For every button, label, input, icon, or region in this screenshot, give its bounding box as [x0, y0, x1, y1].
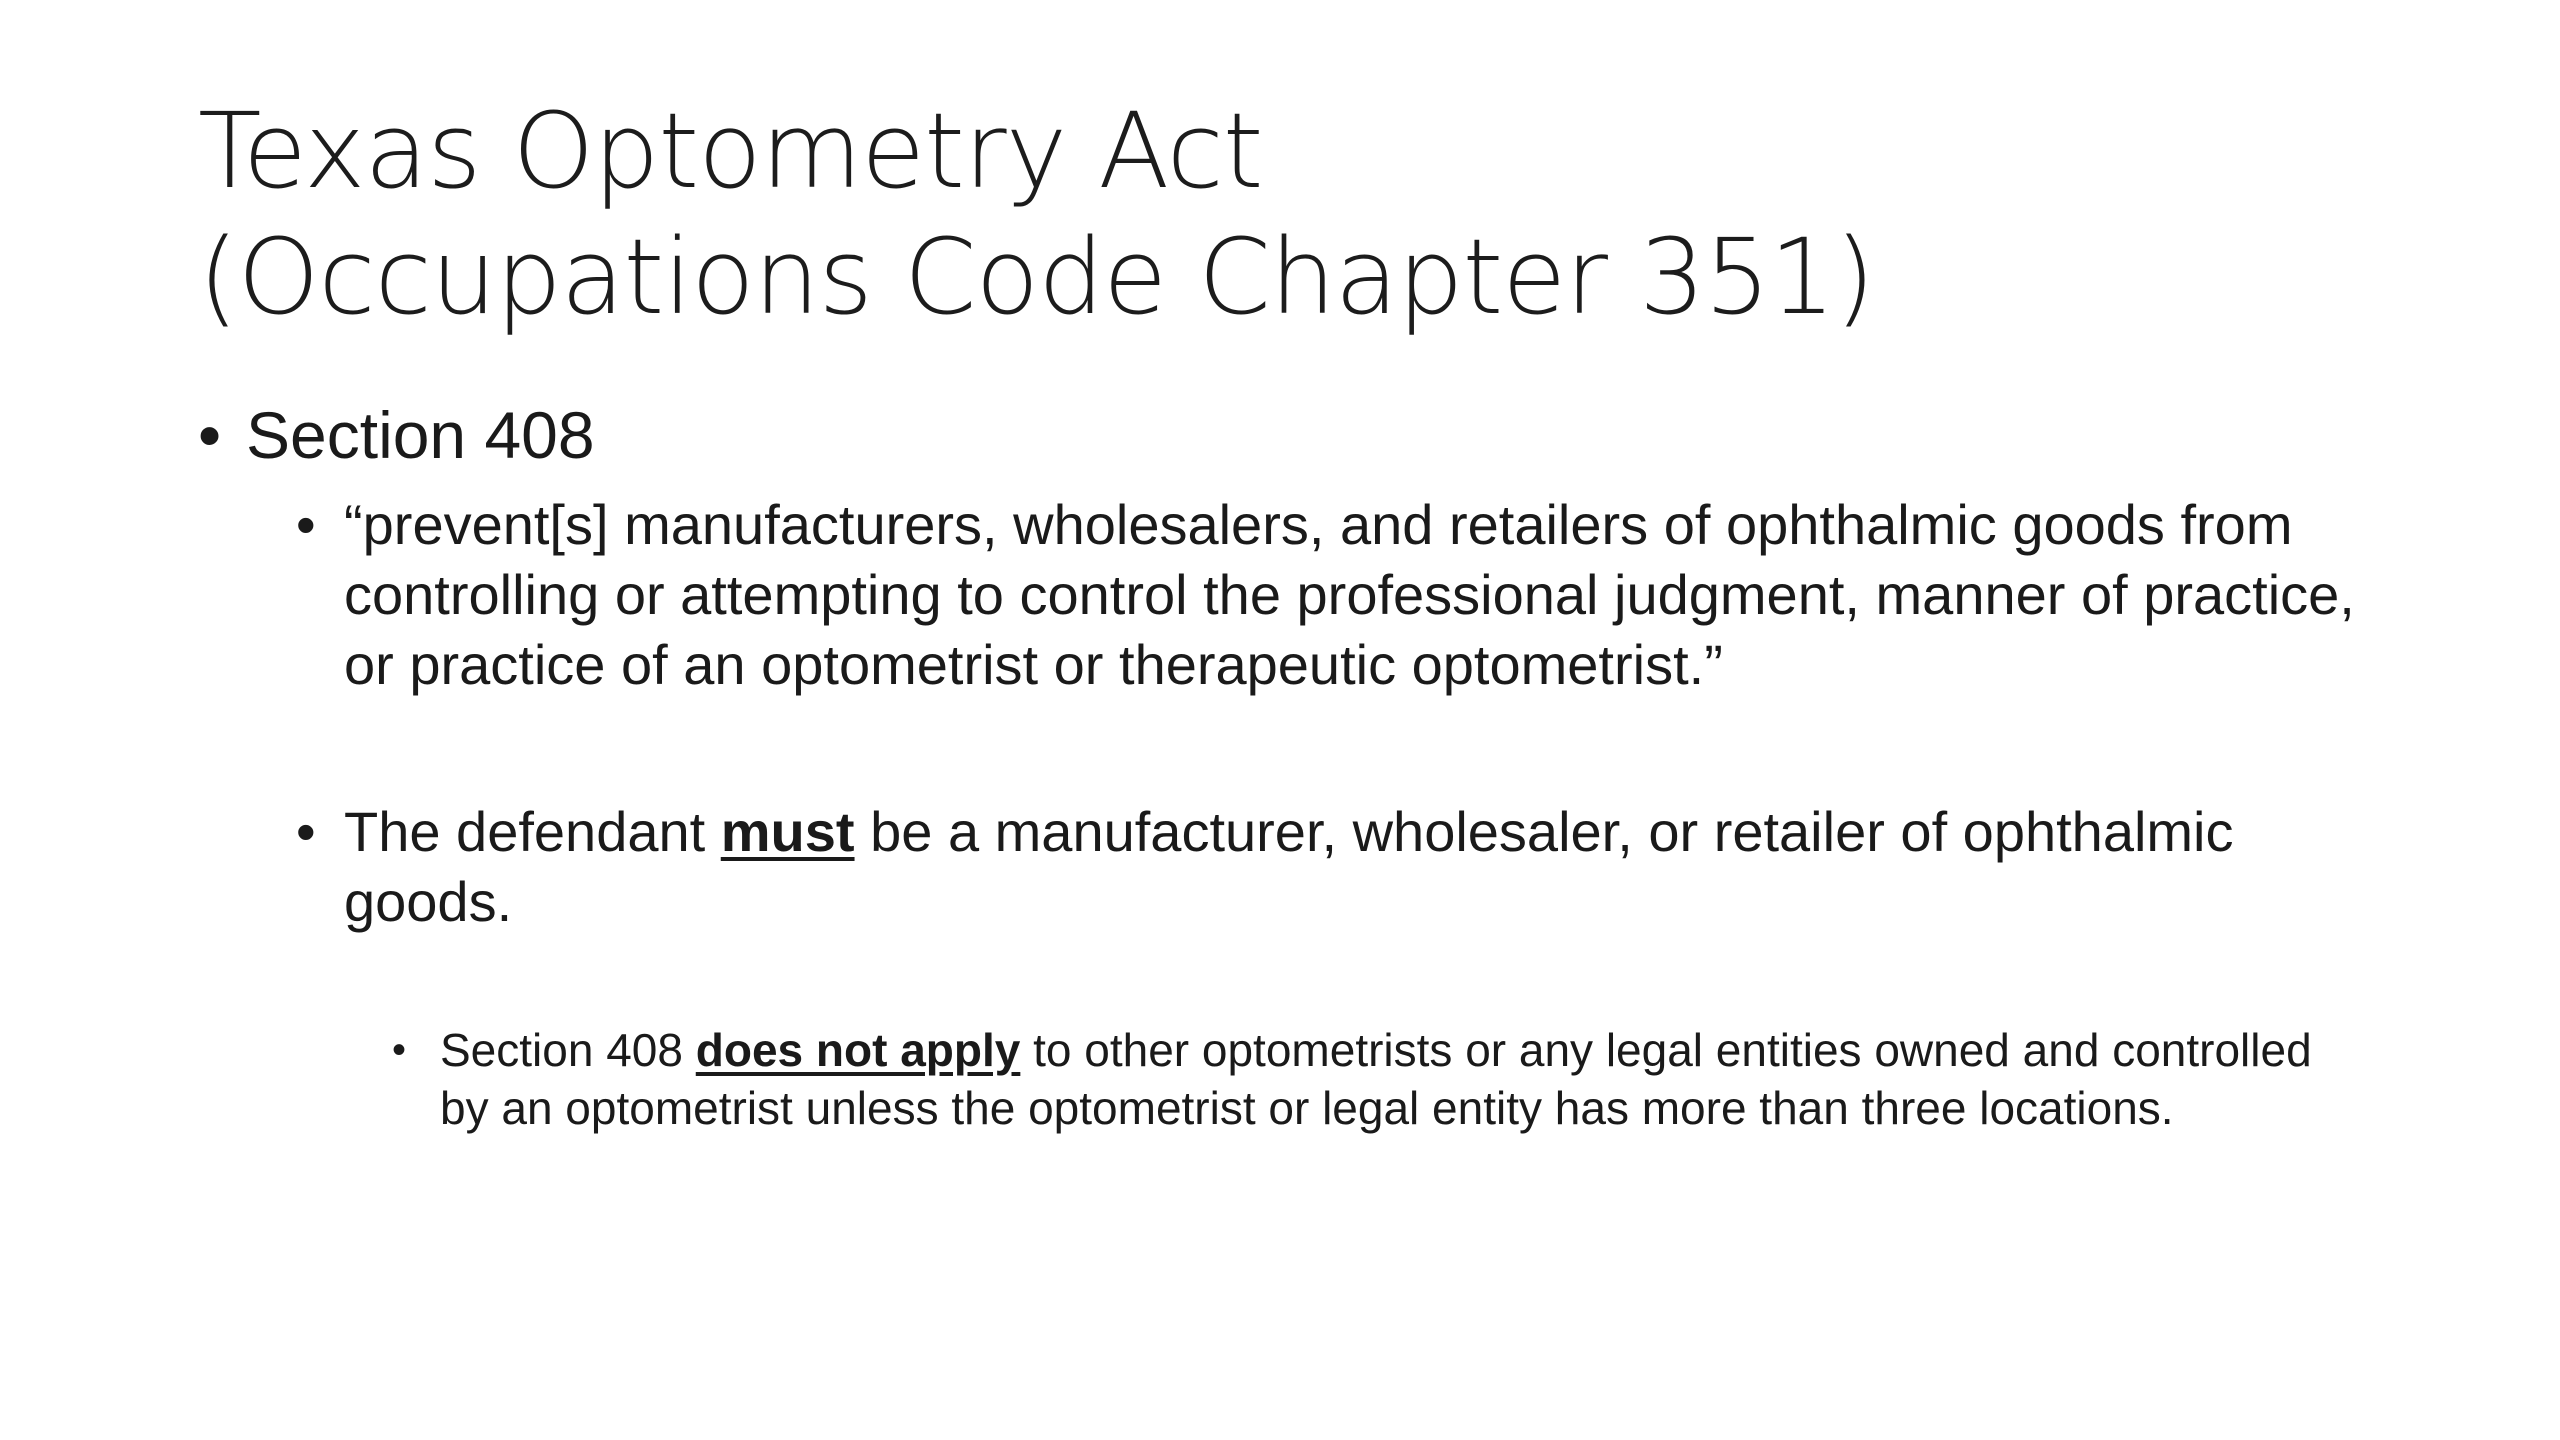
exception-emphasis-does-not-apply: does not apply — [695, 1024, 1021, 1076]
bullet-exception — [392, 1021, 2372, 1137]
bullet-dot-icon: • — [296, 800, 316, 863]
bullet-dot-icon: • — [296, 493, 316, 556]
defendant-text-before: The defendant — [344, 800, 721, 863]
bullet-dot-icon: • — [392, 1028, 407, 1072]
statute-quote-text: “prevent[s] manufacturers, wholesalers, and retailers of ophthalmic goods from controlling or attempting to control the professional judgment, manner of practice, or practice of an optometrist or therapeutic optometrist.” — [344, 493, 2355, 696]
slide-title-line-2: (Occupations Code Chapter 351) — [198, 216, 1875, 338]
bullet-defendant-requirement — [296, 797, 2376, 937]
slide-title — [198, 88, 2398, 340]
defendant-text-after: be a manufacturer, wholesaler, or retailer of ophthalmic goods. — [344, 800, 2234, 933]
exception-text-after: to other optometrists or any legal entities owned and controlled by an optometrist unless the optometrist or legal entity has more than three locations. — [440, 1024, 2312, 1134]
bullet-dot-icon: • — [198, 398, 222, 472]
bullet-section-408 — [198, 392, 2398, 478]
slide-title-line-1: Texas Optometry Act — [198, 90, 1263, 212]
section-heading: Section 408 — [246, 398, 595, 472]
exception-text — [440, 1021, 2372, 1137]
defendant-emphasis-must: must — [720, 800, 855, 863]
exception-text-before: Section 408 — [440, 1024, 696, 1076]
defendant-requirement-text — [344, 797, 2376, 937]
bullet-statute-quote — [296, 490, 2376, 700]
